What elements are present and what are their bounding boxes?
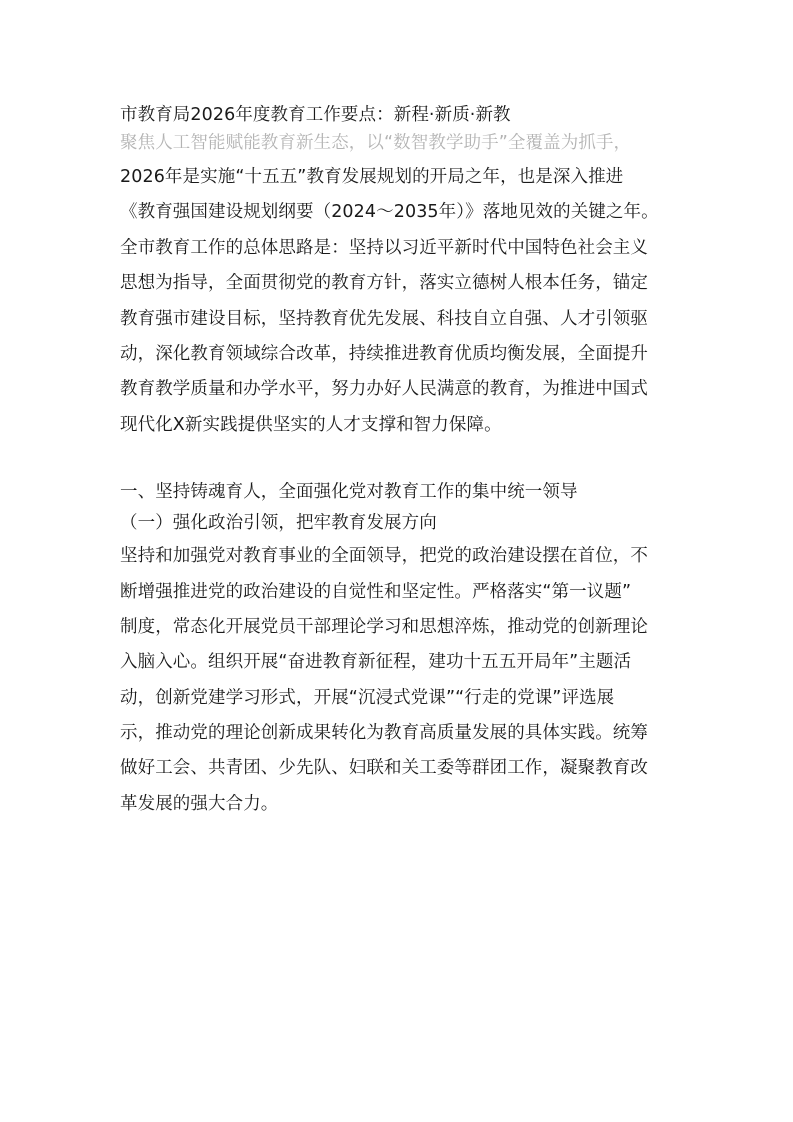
paragraph-line: 动，深化教育领域综合改革，持续推进教育优质均衡发展，全面提升 (120, 343, 648, 364)
paragraph-line: 2026年是实施“十五五”教育发展规划的开局之年，也是深入推进 (120, 167, 624, 187)
paragraph-line: 断增强推进党的政治建设的自觉性和坚定性。严格落实“第一议题” (120, 581, 632, 602)
paragraph-line: 革发展的强大合力。 (120, 793, 279, 814)
document-subtitle: 聚焦人工智能赋能教育新生态，以“数智教学助手”全覆盖为抓手， (120, 133, 632, 153)
section-paragraph (120, 539, 680, 822)
section-heading: 一、坚持铸魂育人，全面强化党对教育工作的集中统一领导 (120, 482, 578, 503)
paragraph-line: 做好工会、共青团、少先队、妇联和关工委等群团工作，凝聚教育改 (120, 758, 648, 779)
paragraph-line: 入脑入心。组织开展“奋进教育新征程，建功十五五开局年”主题活 (120, 652, 632, 673)
sub-section-heading: （一）强化政治引领，把牢教育发展方向 (120, 513, 437, 534)
paragraph-line: 教育强市建设目标，坚持教育优先发展、科技自立自强、人才引领驱 (120, 308, 648, 329)
paragraph-line: 制度，常态化开展党员干部理论学习和思想淬炼，推动党的创新理论 (120, 616, 648, 637)
paragraph-line: 坚持和加强党对教育事业的全面领导，把党的政治建设摆在首位，不 (120, 546, 648, 567)
paragraph-line: 思想为指导，全面贯彻党的教育方针，落实立德树人根本任务，锚定 (120, 273, 648, 294)
document-content (120, 101, 680, 822)
document-title: 市教育局2026年度教育工作要点：新程·新质·新教 (120, 105, 511, 125)
paragraph-line: 现代化X新实践提供坚实的人才支撑和智力保障。 (120, 414, 502, 435)
paragraph-line: 示，推动党的理论创新成果转化为教育高质量发展的具体实践。统筹 (120, 723, 648, 744)
paragraph-line: 教育教学质量和办学水平，努力办好人民满意的教育，为推进中国式 (120, 379, 648, 400)
paragraph-spacer (120, 443, 680, 477)
paragraph-line: 《教育强国建设规划纲要（2024～2035年）》落地见效的关键之年。 (120, 202, 659, 223)
intro-paragraph (120, 160, 680, 443)
paragraph-line: 动，创新党建学习形式，开展“沉浸式党课”“行走的党课”评选展 (120, 687, 615, 708)
paragraph-line: 全市教育工作的总体思路是：坚持以习近平新时代中国特色社会主义 (120, 237, 648, 258)
